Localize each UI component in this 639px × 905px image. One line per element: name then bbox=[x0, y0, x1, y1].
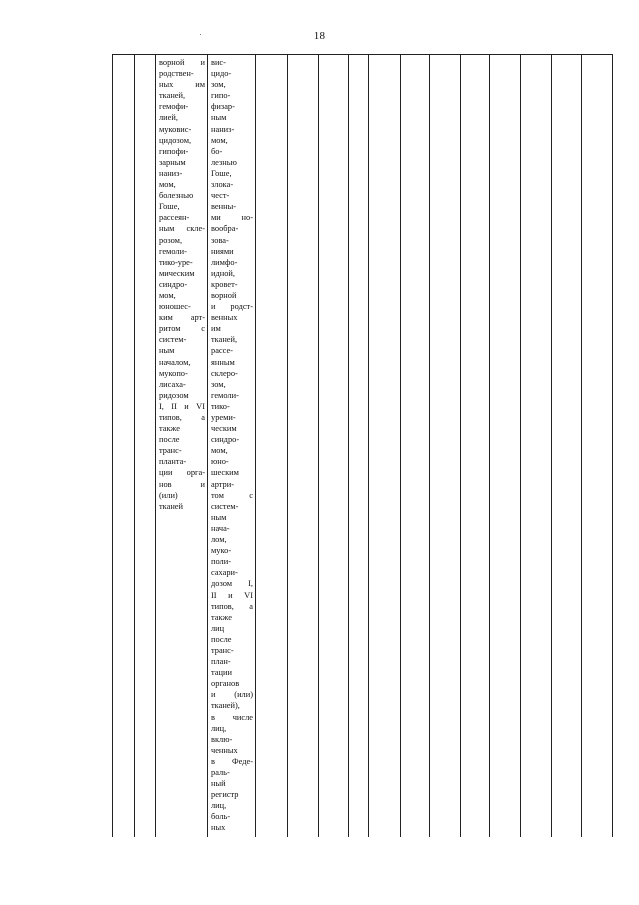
text-line: ных им bbox=[159, 80, 205, 90]
text-line: гемофи- bbox=[159, 102, 189, 112]
text-line: мом, bbox=[159, 180, 176, 190]
table-column-6 bbox=[288, 55, 319, 837]
text-line: нов и bbox=[159, 479, 205, 489]
text-line: Гоше, bbox=[159, 202, 180, 212]
text-line: том с bbox=[211, 490, 253, 500]
data-table bbox=[112, 54, 613, 837]
table-column-2 bbox=[135, 55, 156, 837]
text-line: ченных bbox=[211, 745, 238, 755]
text-line: после bbox=[159, 435, 180, 445]
text-line: юношес- bbox=[159, 302, 191, 312]
text-line: систем- bbox=[211, 501, 239, 511]
text-line: ким арт- bbox=[159, 313, 205, 323]
text-line: мукопо- bbox=[159, 368, 188, 378]
table-column-7 bbox=[319, 55, 349, 837]
text-line: после bbox=[211, 634, 232, 644]
table-column-5 bbox=[256, 55, 288, 837]
text-line: поли- bbox=[211, 557, 232, 567]
text-line: ворной и bbox=[159, 58, 205, 67]
text-line: также bbox=[159, 424, 180, 434]
text-line: типов, а bbox=[159, 413, 205, 422]
text-line: уреми- bbox=[211, 413, 236, 422]
text-line: ный bbox=[211, 779, 226, 789]
page-number: 18 bbox=[313, 30, 326, 42]
text-line: гипофи- bbox=[159, 146, 189, 156]
text-line: чест- bbox=[211, 191, 230, 201]
scan-speck bbox=[200, 34, 201, 35]
text-line: транс- bbox=[211, 645, 234, 655]
text-line: склеро- bbox=[211, 368, 238, 378]
text-line: ным bbox=[211, 113, 227, 123]
text-line: мическим bbox=[159, 268, 195, 278]
text-line: венных bbox=[211, 313, 238, 323]
text-line: лом, bbox=[211, 535, 227, 545]
text-line: ным bbox=[211, 512, 227, 522]
text-line: бо- bbox=[211, 146, 223, 156]
text-line: ческим bbox=[211, 424, 237, 434]
text-line: ридозом bbox=[159, 390, 189, 400]
text-line: I, II и VI bbox=[159, 401, 205, 411]
text-line: ным скле- bbox=[159, 224, 205, 234]
table-column-16 bbox=[582, 55, 614, 837]
text-line: гемоли- bbox=[159, 246, 187, 256]
text-line: (или) bbox=[159, 490, 178, 500]
table-column-text-a bbox=[156, 55, 208, 837]
text-line: вообра- bbox=[211, 224, 239, 234]
text-line: зом, bbox=[211, 379, 226, 389]
text-line: и родст- bbox=[211, 302, 253, 312]
table-column-10 bbox=[401, 55, 430, 837]
text-line: рассеян- bbox=[159, 213, 190, 223]
text-line: синдро- bbox=[159, 279, 188, 289]
text-line: типов, а bbox=[211, 601, 253, 611]
text-line: регистр bbox=[211, 790, 239, 800]
text-line: также bbox=[211, 612, 232, 622]
text-line: боль- bbox=[211, 812, 231, 822]
text-line: II и VI bbox=[211, 590, 253, 600]
text-line: тканей bbox=[159, 501, 184, 511]
text-line: идной, bbox=[211, 268, 235, 278]
text-line: кровет- bbox=[211, 279, 238, 289]
table-column-11 bbox=[430, 55, 461, 837]
text-line: ниями bbox=[211, 246, 234, 256]
text-line: транс- bbox=[159, 446, 182, 456]
table-column-1 bbox=[113, 55, 135, 837]
text-line: тканей), bbox=[211, 701, 240, 711]
text-line: тико-уре- bbox=[159, 257, 193, 267]
text-line: лезнью bbox=[211, 157, 237, 167]
table-column-8 bbox=[349, 55, 369, 837]
text-line: началом, bbox=[159, 357, 191, 367]
text-line: мом, bbox=[211, 135, 228, 145]
text-line: янным bbox=[211, 357, 235, 367]
text-line: нача- bbox=[211, 523, 230, 533]
text-line: лиц, bbox=[211, 723, 227, 733]
text-line: гипо- bbox=[211, 91, 231, 101]
text-line: юно- bbox=[211, 457, 229, 467]
text-line: Гоше, bbox=[211, 168, 232, 178]
table-column-14 bbox=[521, 55, 552, 837]
table-column-15 bbox=[552, 55, 582, 837]
text-line: мом, bbox=[159, 290, 176, 300]
text-line: ритом с bbox=[159, 324, 205, 334]
text-line: венны- bbox=[211, 202, 237, 212]
text-line: дозом I, bbox=[211, 579, 253, 589]
text-line: планта- bbox=[159, 457, 187, 467]
text-line: им bbox=[211, 324, 221, 334]
text-line: сахари- bbox=[211, 568, 238, 578]
text-line: лимфо- bbox=[211, 257, 238, 267]
text-line: физар- bbox=[211, 102, 235, 112]
table-column-9 bbox=[369, 55, 401, 837]
text-line: вис- bbox=[211, 58, 226, 67]
text-line: систем- bbox=[159, 335, 187, 345]
text-line: тканей, bbox=[211, 335, 238, 345]
text-line: зарным bbox=[159, 157, 186, 167]
text-line: в числе bbox=[211, 712, 253, 722]
table-column-13 bbox=[490, 55, 521, 837]
text-line: ми но- bbox=[211, 213, 253, 223]
text-line: ных bbox=[211, 823, 226, 833]
text-line: лиц bbox=[211, 623, 225, 633]
text-line: злока- bbox=[211, 180, 234, 190]
text-line: болезнью bbox=[159, 191, 194, 201]
text-line: лией, bbox=[159, 113, 178, 123]
text-line: зова- bbox=[211, 235, 229, 245]
text-line: лиц, bbox=[211, 801, 227, 811]
text-line: муко- bbox=[211, 546, 232, 556]
text-line: синдро- bbox=[211, 435, 240, 445]
text-line: и (или) bbox=[211, 690, 253, 700]
text-line: гемоли- bbox=[211, 390, 239, 400]
text-line: план- bbox=[211, 657, 231, 667]
text-line: тико- bbox=[211, 401, 230, 411]
text-line: тации bbox=[211, 668, 232, 678]
text-line: вклю- bbox=[211, 734, 233, 744]
text-line: раль- bbox=[211, 768, 230, 777]
text-line: артри- bbox=[211, 479, 235, 489]
text-line: лисаха- bbox=[159, 379, 186, 389]
text-line: зом, bbox=[211, 80, 226, 90]
text-line: наниз- bbox=[159, 168, 183, 178]
text-line: цидозом, bbox=[159, 135, 192, 145]
text-line: в Феде- bbox=[211, 756, 253, 766]
text-line: розом, bbox=[159, 235, 183, 245]
table-column-12 bbox=[461, 55, 490, 837]
text-line: ции орга- bbox=[159, 468, 205, 478]
text-line: мом, bbox=[211, 446, 228, 456]
text-line: тканей, bbox=[159, 91, 186, 101]
text-line: цидо- bbox=[211, 69, 232, 79]
text-line: рассе- bbox=[211, 346, 233, 356]
table-column-text-b bbox=[208, 55, 256, 837]
text-line: шеским bbox=[211, 468, 239, 478]
text-line: муковис- bbox=[159, 124, 192, 134]
text-line: наниз- bbox=[211, 124, 235, 134]
text-line: органов bbox=[211, 679, 240, 689]
text-line: ворной bbox=[211, 290, 237, 300]
text-line: ным bbox=[159, 346, 175, 356]
text-line: родствен- bbox=[159, 69, 194, 79]
